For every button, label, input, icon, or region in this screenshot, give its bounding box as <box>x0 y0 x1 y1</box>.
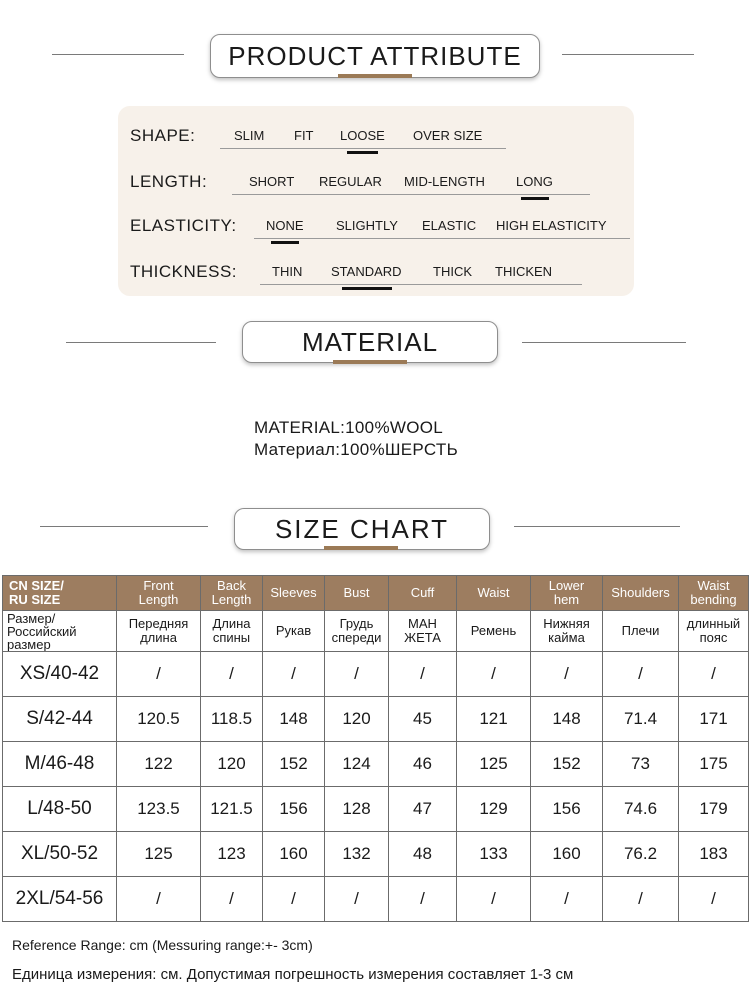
measurement-cell: / <box>325 877 389 922</box>
measurement-cell: 152 <box>263 742 325 787</box>
attribute-option: OVER SIZE <box>413 128 483 143</box>
column-header-ru: Длина спины <box>201 611 263 652</box>
column-header: Lower hem <box>531 576 603 611</box>
column-header: Front Length <box>117 576 201 611</box>
column-header-ru: Нижняя кайма <box>531 611 603 652</box>
attribute-underline <box>220 148 506 149</box>
attribute-option: THICK <box>433 264 472 279</box>
attribute-option-selected: LONG <box>516 174 553 189</box>
attribute-option: SLIM <box>234 128 265 143</box>
measurement-cell: / <box>389 652 457 697</box>
measurement-cell: 120 <box>201 742 263 787</box>
measurement-cell: 121 <box>457 697 531 742</box>
measurement-cell: 148 <box>263 697 325 742</box>
measurement-cell: 148 <box>531 697 603 742</box>
column-header-ru: Грудь спереди <box>325 611 389 652</box>
column-header: Bust <box>325 576 389 611</box>
attribute-row <box>130 162 630 192</box>
attribute-label: LENGTH: <box>130 172 208 191</box>
column-header-ru: Размер/ Российский размер <box>3 611 117 652</box>
measurement-cell: 76.2 <box>603 832 679 877</box>
measurement-cell: 123 <box>201 832 263 877</box>
measurement-cell: 133 <box>457 832 531 877</box>
measurement-cell: 171 <box>679 697 749 742</box>
attribute-underline <box>254 238 630 239</box>
measurement-cell: / <box>389 877 457 922</box>
attribute-underline <box>260 284 582 285</box>
selected-marker <box>342 287 392 290</box>
attribute-option-selected: STANDARD <box>331 264 402 279</box>
attribute-option-selected: NONE <box>266 218 304 233</box>
attribute-option: THIN <box>272 264 303 279</box>
title-accent-bar <box>324 546 398 550</box>
size-label-cell: L/48-50 <box>3 787 117 832</box>
attribute-row <box>130 116 630 146</box>
measurement-cell: / <box>457 652 531 697</box>
attribute-option: MID-LENGTH <box>404 174 485 189</box>
divider-line-right <box>514 526 680 527</box>
measurement-cell: 125 <box>457 742 531 787</box>
measurement-cell: 47 <box>389 787 457 832</box>
measurement-cell: / <box>201 877 263 922</box>
measurement-cell: / <box>679 877 749 922</box>
column-header-ru: Рукав <box>263 611 325 652</box>
column-header-ru: Передняя длина <box>117 611 201 652</box>
measurement-cell: 73 <box>603 742 679 787</box>
column-header: Waist <box>457 576 531 611</box>
attribute-option: ELASTIC <box>422 218 477 233</box>
measurement-cell: / <box>679 652 749 697</box>
column-header: Waist bending <box>679 576 749 611</box>
title-accent-bar <box>338 74 412 78</box>
measurement-cell: / <box>263 652 325 697</box>
column-header-ru: МАН ЖЕТА <box>389 611 457 652</box>
measurement-cell: 74.6 <box>603 787 679 832</box>
measurement-cell: 121.5 <box>201 787 263 832</box>
attribute-panel <box>118 106 634 296</box>
section-title: SIZE CHART <box>234 508 490 550</box>
column-header: Cuff <box>389 576 457 611</box>
title-accent-bar <box>333 360 407 364</box>
attribute-label: ELASTICITY: <box>130 216 237 235</box>
column-header: Shoulders <box>603 576 679 611</box>
measurement-cell: 156 <box>531 787 603 832</box>
section-title: MATERIAL <box>242 321 498 363</box>
column-header-ru: Плечи <box>603 611 679 652</box>
measurement-cell: 45 <box>389 697 457 742</box>
attribute-row <box>130 252 630 282</box>
divider-line-left <box>66 342 216 343</box>
header-row-ru <box>3 611 749 652</box>
divider-line-left <box>52 54 184 55</box>
column-header: CN SIZE/ RU SIZE <box>3 576 117 611</box>
attribute-option-selected: LOOSE <box>340 128 385 143</box>
measurement-cell: 183 <box>679 832 749 877</box>
footnote-en: Reference Range: cm (Messuring range:+- 3cm) <box>12 937 313 953</box>
footnote-ru: Единица измерения: см. Допустимая погрешность измерения составляет 1-3 см <box>12 966 574 983</box>
measurement-cell: / <box>263 877 325 922</box>
measurement-cell: 124 <box>325 742 389 787</box>
size-label-cell: XS/40-42 <box>3 652 117 697</box>
measurement-cell: 152 <box>531 742 603 787</box>
table-row <box>3 877 749 922</box>
size-label-cell: M/46-48 <box>3 742 117 787</box>
measurement-cell: 71.4 <box>603 697 679 742</box>
measurement-cell: / <box>603 652 679 697</box>
measurement-cell: 125 <box>117 832 201 877</box>
measurement-cell: 132 <box>325 832 389 877</box>
measurement-cell: 156 <box>263 787 325 832</box>
attribute-row <box>130 206 630 236</box>
selected-marker <box>271 241 299 244</box>
measurement-cell: 160 <box>531 832 603 877</box>
divider-line-left <box>40 526 208 527</box>
measurement-cell: 179 <box>679 787 749 832</box>
selected-marker <box>347 151 378 154</box>
measurement-cell: 129 <box>457 787 531 832</box>
divider-line-right <box>522 342 686 343</box>
measurement-cell: / <box>117 652 201 697</box>
table-row <box>3 832 749 877</box>
table-row <box>3 742 749 787</box>
material-header <box>0 318 750 368</box>
attribute-label: SHAPE: <box>130 126 196 145</box>
measurement-cell: 122 <box>117 742 201 787</box>
material-en: MATERIAL:100%WOOL <box>254 418 444 437</box>
column-header: Back Length <box>201 576 263 611</box>
attribute-option: SLIGHTLY <box>336 218 398 233</box>
measurement-cell: / <box>531 652 603 697</box>
measurement-cell: 46 <box>389 742 457 787</box>
attribute-underline <box>232 194 590 195</box>
measurement-cell: / <box>457 877 531 922</box>
measurement-cell: 48 <box>389 832 457 877</box>
measurement-cell: / <box>117 877 201 922</box>
measurement-cell: / <box>603 877 679 922</box>
size-label-cell: S/42-44 <box>3 697 117 742</box>
selected-marker <box>521 197 549 200</box>
section-title: PRODUCT ATTRIBUTE <box>210 34 540 78</box>
measurement-cell: 118.5 <box>201 697 263 742</box>
size-chart-table <box>2 575 749 922</box>
attribute-option: FIT <box>294 128 314 143</box>
measurement-cell: / <box>531 877 603 922</box>
size-label-cell: 2XL/54-56 <box>3 877 117 922</box>
measurement-cell: 120.5 <box>117 697 201 742</box>
measurement-cell: / <box>325 652 389 697</box>
size-chart-header <box>0 506 750 556</box>
measurement-cell: 160 <box>263 832 325 877</box>
table-row <box>3 652 749 697</box>
header-row-en <box>3 576 749 611</box>
attribute-option: REGULAR <box>319 174 382 189</box>
size-label-cell: XL/50-52 <box>3 832 117 877</box>
measurement-cell: 123.5 <box>117 787 201 832</box>
measurement-cell: 175 <box>679 742 749 787</box>
column-header-ru: Ремень <box>457 611 531 652</box>
table-row <box>3 787 749 832</box>
table-row <box>3 697 749 742</box>
attribute-option: HIGH ELASTICITY <box>496 218 607 233</box>
product-attribute-header <box>0 30 750 80</box>
attribute-label: THICKNESS: <box>130 262 238 281</box>
attribute-option: SHORT <box>249 174 295 189</box>
material-ru: Материал:100%ШЕРСТЬ <box>254 440 459 459</box>
divider-line-right <box>562 54 694 55</box>
measurement-cell: / <box>201 652 263 697</box>
measurement-cell: 128 <box>325 787 389 832</box>
column-header: Sleeves <box>263 576 325 611</box>
measurement-cell: 120 <box>325 697 389 742</box>
column-header-ru: длинный пояс <box>679 611 749 652</box>
attribute-option: THICKEN <box>495 264 553 279</box>
